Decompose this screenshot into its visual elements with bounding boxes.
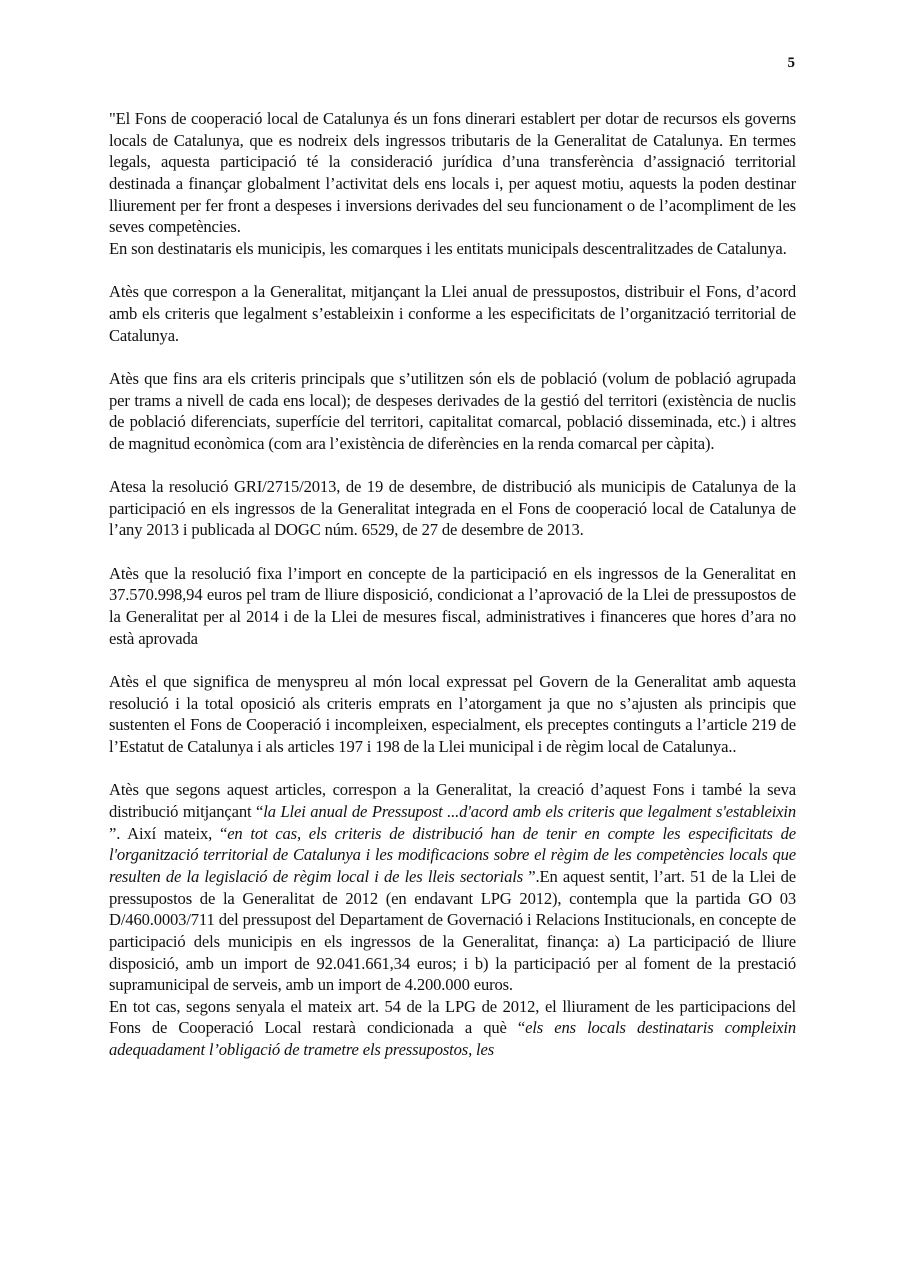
text-segment: En tot cas, segons senyala el mateix art. 54 de la LPG de 2012, el lliurament de les participacions del Fons de Cooperació Local restarà condicionada a què “ [109,996,796,1038]
paragraph-fons-definition: "El Fons de cooperació local de Catalunya és un fons dinerari establert per dotar de recursos els governs locals de Catalunya, que es nodreix dels ingressos tributaris de la Generalitat de Catalunya. En termes legals, aquesta participació té la consideració jurídica d’una transferència d’assignació territorial destinada a finançar globalment l’activitat dels ens locals i, per aquest motiu, aquests la poden destinar lliurement per fer front a despeses i inversions derivades del seu funcionament o de l’acompliment de les seves competències. [109,109,796,237]
page-number: 5 [787,55,795,71]
paragraph-criteris-principals: Atès que fins ara els criteris principals que s’utilitzen són els de població (volum de població agrupada per trams a nivell de cada ens local); de despeses derivades de la gestió del territori (existència de nuclis de població diferenciats, superfície del territori, capitalitat comarcal, població disseminada, etc.) i altres de magnitud econòmica (com ara l’existència de diferències en la renda comarcal per càpita). [109,368,796,453]
quoted-law-text: en tot cas, els criteris de distribució han de tenir en compte les especificitats de l'organització territorial de Catalunya i les modificacions sobre el règim de les competències locals que resulten de la legislació de règim local i de les lleis sectorials [109,823,796,886]
paragraph-import-resolucio: Atès que la resolució fixa l’import en concepte de la participació en els ingressos de la Generalitat en 37.570.998,94 euros pel tram de lliure disposició, condicionat a l’aprovació de la Llei de pressupostos de la Generalitat per al 2014 i de la Llei de mesures fiscal, administratives i financeres que hores d’ara no està aprovada [109,563,796,648]
paragraph-articles-lpg [109,779,796,996]
text-segment: ”. Així mateix, “ [109,823,228,843]
paragraph-menyspreu: Atès el que significa de menyspreu al món local expressat pel Govern de la Generalitat amb aquesta resolució i la total oposició als criteris emprats en l’atorgament ja que no s’ajusten als principis que sustenten el Fons de Cooperació i incompleixen, especialment, els preceptes continguts a l’article 219 de l’Estatut de Catalunya i als articles 197 i 198 de la Llei municipal i de règim local de Catalunya.. [109,671,796,756]
quoted-law-text: els ens locals destinataris compleixin adequadament l’obligació de trametre els pressupostos, les [109,1018,796,1060]
document-body [109,108,796,1061]
paragraph-resolucio-gri: Atesa la resolució GRI/2715/2013, de 19 de desembre, de distribució als municipis de Catalunya de la participació en els ingressos de la Generalitat integrada en el Fons de cooperació local de Catalunya de l’any 2013 i publicada al DOGC núm. 6529, de 27 de desembre de 2013. [109,477,796,540]
text-segment: Atès que segons aquest articles, correspon a la Generalitat, la creació d’aquest Fons i també la seva distribució mitjançant “ [109,780,796,821]
paragraph-correspon-generalitat: Atès que correspon a la Generalitat, mitjançant la Llei anual de pressupostos, distribuir el Fons, d’acord amb els criteris que legalment s’estableixin i conforme a les especificitats de l’organització territorial de Catalunya. [109,282,796,345]
text-segment: ”.En aquest sentit, l’art. 51 de la Llei de pressupostos de la Generalitat de 2012 (en endavant LPG 2012), contempla que la partida GO 03 D/460.0003/711 del pressupost del Departament de Governació i Relacions Institucionals, en concepte de participació dels municipis en els ingressos de la Generalitat, finança: a) La participació de lliure disposició, amb un import de 92.041.661,34 euros; i b) la participació per al foment de la prestació supramunicipal de serveis, amb un import de 4.200.000 euros. [109,866,796,995]
quoted-law-text: la Llei anual de Pressupost ...d'acord amb els criteris que legalment s'estableixin [263,801,796,821]
paragraph-lliurament [109,996,796,1061]
paragraph-destinataris: En son destinataris els municipis, les comarques i les entitats municipals descentralitzades de Catalunya. [109,238,787,258]
